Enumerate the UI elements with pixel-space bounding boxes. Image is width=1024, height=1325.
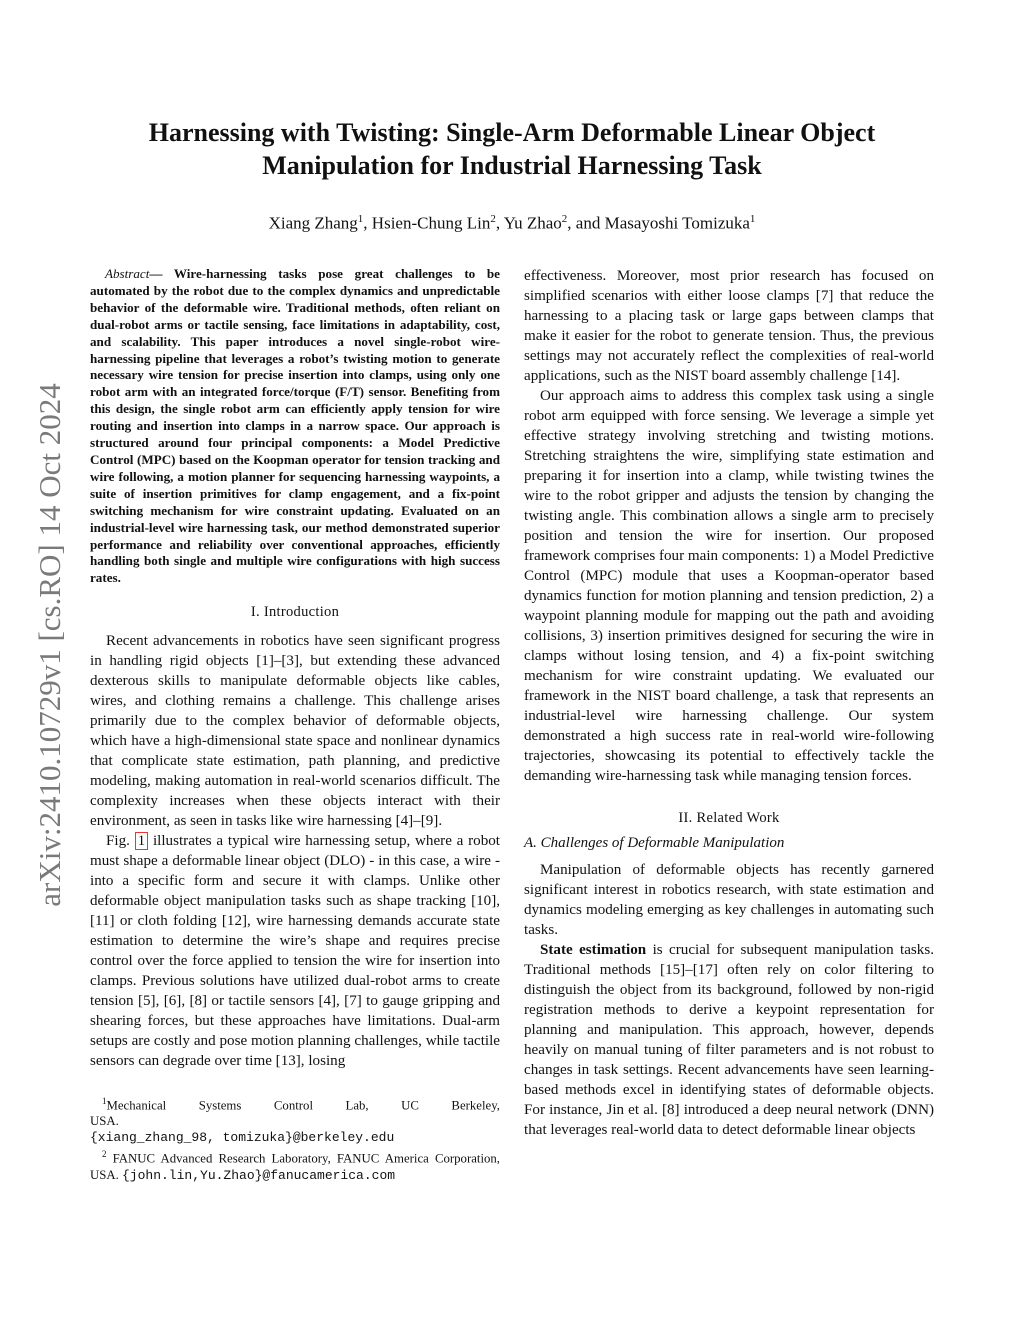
arxiv-identifier[interactable]: arXiv:2410.10729v1 [cs.RO] 14 Oct 2024 xyxy=(32,383,67,907)
author-4-affiliation: 1 xyxy=(749,213,756,225)
subsection-heading-challenges: A. Challenges of Deformable Manipulation xyxy=(524,835,785,851)
abstract-label: Abstract xyxy=(105,266,150,281)
state-estimation-keyword: State estimation xyxy=(540,942,647,958)
footnote-2-email[interactable]: {john.lin,Yu.Zhao}@fanucamerica.com xyxy=(122,1167,396,1183)
author-3: , Yu Zhao xyxy=(495,213,562,233)
title-line-2: Manipulation for Industrial Harnessing Task xyxy=(262,151,762,180)
intro-paragraph-2-rest: illustrates a typical wire harnessing setup, where a robot must shape a deformable linear object (DLO) - in this case, a wire - into a specific form and secure it with clamps. Unlike other deformable object manipulation tasks such as shape tracking [10], [11] or cloth folding [12], wire harnessing demands accurate state estimation to determine the wire’s shape and requires precise control over the force applied to tension the wire for insertion into clamps. Previous solutions have utilized dual-robot arms to create tension [5], [6], [8] or tactile sensors [4], [7] to gauge gripping and shearing forces, but these approaches have limitations. Dual-arm setups are costly and pose motion planning challenges, while tactile sensors can degrade over time [13], losing xyxy=(90,833,500,1070)
author-3-affiliation: 2 xyxy=(561,213,568,225)
right-column xyxy=(524,266,934,1140)
right-paragraph-2: Our approach aims to address this complex task using a single robot arm equipped with force sensing. We leverage a simple yet effective strategy involving stretching and twisting motions. Stretching straightens the wire, simplifying state estimation and preparing it for insertion into a clamp, while twisting twines the wire to the robot gripper and adjusts the tension by changing the twisting angle. This combination allows a single arm to precisely position and tension the wire for insertion. Our proposed framework comprises four main components: 1) a Model Predictive Control (MPC) module that uses a Koopman-operator based dynamics function for motion planning and tension prediction, 2) a waypoint planning module for mapping out the path and avoiding collisions, 3) insertion primitives designed for securing the wire in clamps without losing tension, and 4) a fix-point switching mechanism for wire constraint updating. We evaluated our framework in the NIST board challenge, a task that represents an industrial-level wire harnessing challenge. Our system demonstrated a high success rate in real-world wire-following trajectories, showcasing its potential to effectively tackle the demanding wire-harnessing task while managing tension forces. xyxy=(524,388,934,784)
abstract xyxy=(90,266,500,587)
footnote-2-mark: 2 xyxy=(102,1149,107,1160)
footnote-1-text: Mechanical Systems Control Lab, UC Berkeley, USA. xyxy=(90,1098,500,1129)
author-list xyxy=(100,208,924,235)
author-2-affiliation: 2 xyxy=(490,213,496,225)
intro-paragraph-2 xyxy=(90,831,500,1071)
related-paragraph-2 xyxy=(524,940,934,1140)
related-paragraph-2-text: is crucial for subsequent manipulation tasks. Traditional methods [15]–[17] often rely on color filtering to distinguish the object from its background, followed by non-rigid registration methods to derive a keypoint representation for planning and manipulation. This approach, however, depends heavily on manual tuning of filter parameters and is not robust to changes in task settings. Recent advancements have seen learning-based methods excel in identifying states of deformable objects. For instance, Jin et al. [8] introduced a deep neural network (DNN) that leverages real-world data to detect deformable linear objects xyxy=(524,942,934,1138)
section-heading-related-work: II. Related Work xyxy=(678,810,780,826)
author-1: Xiang Zhang xyxy=(268,213,358,233)
footnote-2-text: FANUC Advanced Research Laboratory, FANUC America Corporation, USA. xyxy=(90,1151,500,1182)
related-paragraph-1: Manipulation of deformable objects has recently garnered significant interest in robotics research, with state estimation and dynamics modeling emerging as key challenges in automating such tasks. xyxy=(524,862,934,938)
title-line-1: Harnessing with Twisting: Single-Arm Deformable Linear Object xyxy=(148,118,876,147)
footnote-1 xyxy=(90,1093,500,1146)
author-2: , Hsien-Chung Lin xyxy=(363,213,491,233)
footnote-1-mark: 1 xyxy=(102,1096,107,1107)
figure-1-link[interactable]: 1 xyxy=(135,832,149,850)
author-1-affiliation: 1 xyxy=(357,213,364,225)
abstract-dash: — xyxy=(149,266,174,281)
right-paragraph-1: effectiveness. Moreover, most prior research has focused on simplified scenarios with either loose clamps [7] that reduce the harnessing to a placing task or large gaps between clamps that make it easier for the robot to generate tension. Thus, the previous settings may not accurately reflect the complexities of real-world applications, such as the NIST board assembly challenge [14]. xyxy=(524,268,934,384)
left-column xyxy=(90,266,500,1184)
paper-title xyxy=(100,116,924,182)
abstract-text: Wire-harnessing tasks pose great challenges to be automated by the robot due to the complex dynamics and unpredictable behavior of the deformable wire. Traditional methods, often reliant on dual-robot arms or tactile sensing, face limitations in adaptability, cost, and scalability. This paper introduces a novel single-robot wire-harnessing pipeline that leverages a robot’s twisting motion to generate necessary wire tension for precise insertion into clamps, using only one robot arm with an integrated force/torque (F/T) sensor. Benefiting from this design, the single robot arm can efficiently apply tension for wire routing and insertion into clamps in a narrow space. Our approach is structured around four principal components: a Model Predictive Control (MPC) based on the Koopman operator for tension tracking and wire following, a motion planner for sequencing harnessing waypoints, a suite of insertion primitives for clamp engagement, and a fix-point switching mechanism for wire constraint updating. Evaluated on an industrial-level wire harnessing task, our method demonstrated superior performance and reliability over conventional approaches, efficiently handling both single and multiple wire configurations with high success rates. xyxy=(90,266,500,586)
footnote-1-email[interactable]: {xiang_zhang_98, tomizuka}@berkeley.edu xyxy=(90,1130,395,1146)
intro-paragraph-1: Recent advancements in robotics have seen significant progress in handling rigid objects [1]–[3], but extending these advanced dexterous skills to manipulate deformable objects like cables, wires, and clothing remains a challenge. This challenge arises primarily due to the complex behavior of deformable objects, which have a high-dimensional state space and nonlinear dynamics that complicate state estimation, path planning, and predictive modeling, making automation in real-world scenarios difficult. The complexity increases when these objects interact with their environment, as seen in tasks like wire harnessing [4]–[9]. xyxy=(90,633,500,830)
author-4: , and Masayoshi Tomizuka xyxy=(567,213,750,233)
footnote-2 xyxy=(90,1146,500,1183)
section-heading-introduction: I. Introduction xyxy=(250,604,340,621)
intro-paragraph-2-start: Fig. xyxy=(106,833,135,850)
